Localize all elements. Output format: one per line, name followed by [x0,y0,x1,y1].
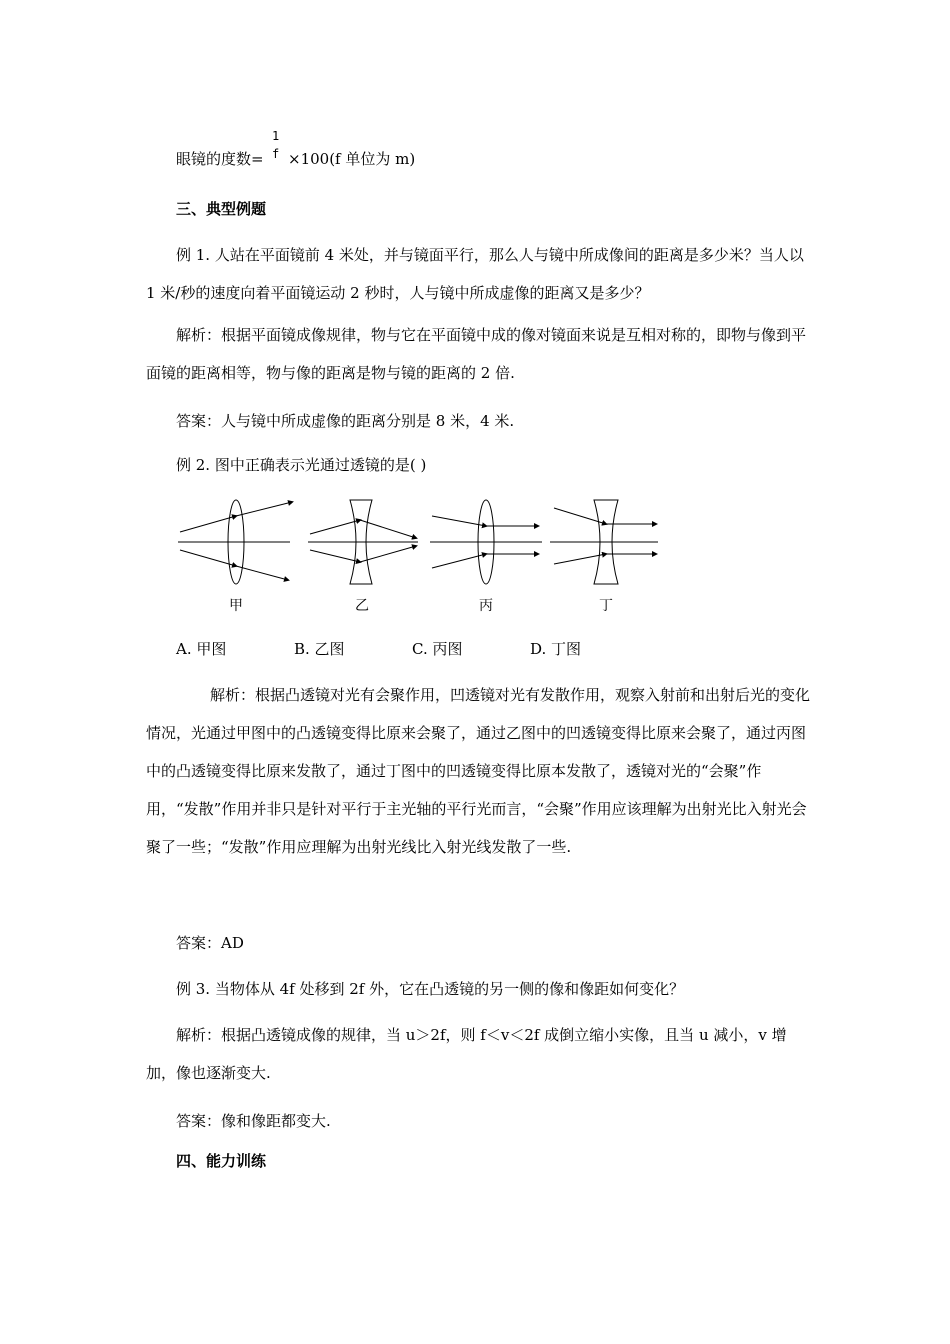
example-3-answer: 答案：像和像距都变大. [176,1112,331,1130]
example-1-analysis: 解析：根据平面镜成像规律，物与它在平面镜中成的像对镜面来说是互相对称的，即物与像到平面镜的距离相等，物与像的距离是物与镜的距离的 2 倍. [146,326,807,382]
formula-suffix: ×100(f 单位为 m) [288,150,416,168]
example-3-analysis: 解析：根据凸透镜成像的规律，当 u＞2f，则 f＜v＜2f 成倒立缩小实像，且当 u 减小，v 增加，像也逐渐变大. [146,1026,787,1082]
lens-figure [170,492,670,616]
figure-ding [550,500,658,584]
figure-label-jia: 甲 [229,598,243,614]
figure-label-bing: 丙 [479,598,493,614]
option-c: C. 丙图 [412,640,463,658]
example-2-answer: 答案：AD [176,934,244,952]
example-2-analysis: 解析：根据凸透镜对光有会聚作用，凹透镜对光有发散作用，观察入射前和出射后光的变化情况，光通过甲图中的凸透镜变得比原来会聚了，通过乙图中的凹透镜变得比原来会聚了，通过丙图中的凸透镜变得比原来发散了，通过丁图中的凹透镜变得比原本发散了，透镜对光的“会聚”作用，“发散”作用并非只是针对平行于主光轴的平行光而言，“会聚”作用应该理解为出射光比入射光会聚了一些；“发散”作用应理解为出射光线比入射光线发散了一些. [146,686,811,856]
example-2-question: 例 2. 图中正确表示光通过透镜的是( ) [176,456,427,474]
figure-bing [430,500,542,584]
formula-prefix: 眼镜的度数= [176,150,264,168]
figure-label-ding: 丁 [599,598,613,614]
example-1-question: 例 1. 人站在平面镜前 4 米处，并与镜面平行，那么人与镜中所成像间的距离是多少米？当人以 1 米/秒的速度向着平面镜运动 2 秒时，人与镜中所成虚像的距离又是多少？ [146,246,804,302]
formula-denominator: f [272,147,280,161]
example-1-answer: 答案：人与镜中所成虚像的距离分别是 8 米，4 米. [176,412,515,430]
figure-yi [308,500,418,584]
figure-label-yi: 乙 [355,598,369,614]
formula-numerator: 1 [272,129,280,143]
option-d: D. 丁图 [530,640,582,658]
option-b: B. 乙图 [294,640,345,658]
option-a: A. 甲图 [176,640,227,658]
section-3-title: 三、典型例题 [176,200,267,218]
example-3-question: 例 3. 当物体从 4f 处移到 2f 外，它在凸透镜的另一侧的像和像距如何变化？ [176,980,685,998]
figure-jia [178,500,292,584]
formula [176,148,264,169]
section-4-title: 四、能力训练 [176,1152,267,1170]
